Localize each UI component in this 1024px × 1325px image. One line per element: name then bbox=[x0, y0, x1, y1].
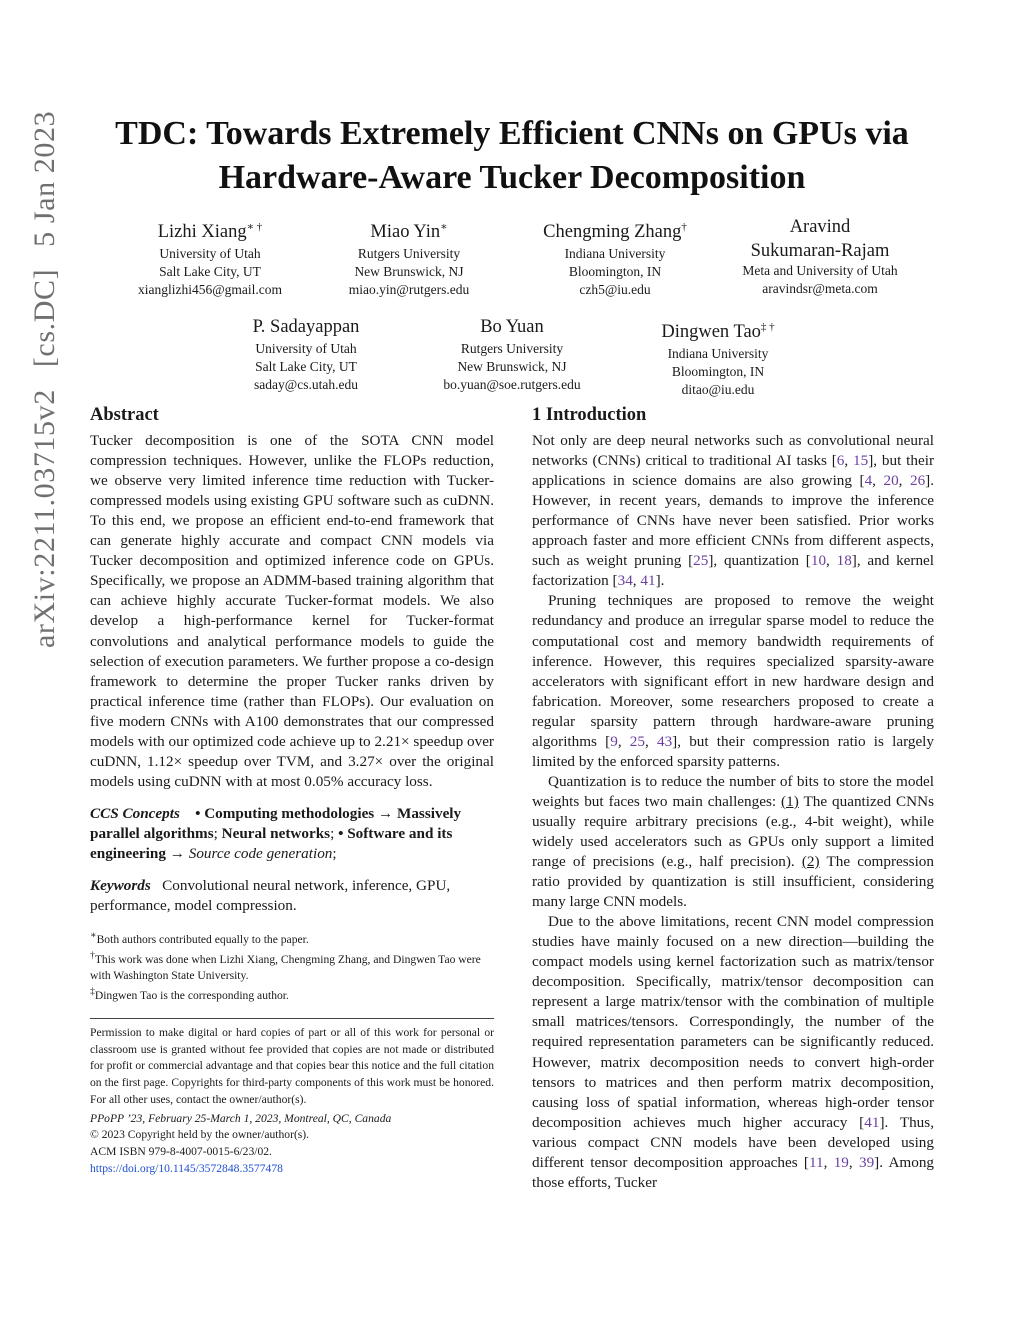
citation-link[interactable]: 18 bbox=[836, 552, 852, 570]
author-marks: ∗ † bbox=[246, 221, 263, 233]
citation-link[interactable]: 41 bbox=[864, 1113, 880, 1131]
intro-paragraph-4: Due to the above limitations, recent CNN model compression studies have mainly focused on a new direction—building the compact models using kernel factorization such as matrix/tensor decomposition. Specifically, matrix/tensor decomposition can represent a large matrix/tensor with the combination of multiple small matrices/tensors. Correspondingly, the number of the required representation parameters can be significantly reduced. However, matrix decomposition needs to convert high-order tensors to matrices and then perform matrix decomposition, causing loss of spatial information, whereas high-order tensor decomposition achieves much higher accuracy [41]. Thus, various compact CNN models have been developed using different tensor decomposition approaches [11, 19, 39]. Among those efforts, Tucker bbox=[532, 913, 935, 1191]
author-name: Miao Yin bbox=[370, 222, 441, 243]
ccs-concepts bbox=[90, 804, 494, 864]
author-name: Chengming Zhang bbox=[543, 222, 682, 243]
text: ]. However, in recent years, demands to improve the inference performance of CNNs have never been satisfied. Prior works approach faster and more efficient CNNs from different aspects, such as weight pruning [ bbox=[532, 472, 935, 570]
arxiv-id: arXiv:2211.03715v2 bbox=[28, 389, 61, 648]
intro-paragraph-3 bbox=[532, 772, 934, 912]
divider bbox=[90, 1018, 494, 1019]
footnotes bbox=[90, 928, 494, 1004]
enum-marker: (2) bbox=[801, 853, 820, 871]
copyright: © 2023 Copyright held by the owner/author(s). bbox=[90, 1128, 310, 1142]
author-affiliation: University of Utah bbox=[159, 246, 261, 262]
venue bbox=[90, 1111, 494, 1128]
author-marks: ‡ † bbox=[760, 321, 775, 333]
venue-text: PPoPP ’23, February 25-March 1, 2023, Montreal, QC, Canada bbox=[90, 1111, 392, 1125]
enum-marker: (1) bbox=[781, 792, 799, 810]
paper-title bbox=[40, 112, 984, 200]
footnote-text: Both authors contributed equally to the paper. bbox=[96, 932, 309, 946]
author-location: New Brunswick, NJ bbox=[457, 359, 567, 374]
author-marks: † bbox=[681, 221, 687, 233]
text: Not only are deep neural networks such as convolutional neural networks (CNNs) critical to traditional AI tasks [ bbox=[532, 432, 934, 470]
author-name: P. Sadayappan bbox=[252, 317, 360, 337]
author-location: Bloomington, IN bbox=[568, 264, 662, 280]
ccs-separator: ; bbox=[330, 824, 339, 842]
author-email: bo.yuan@soe.rutgers.edu bbox=[443, 377, 581, 392]
citation-link[interactable]: 20 bbox=[883, 472, 899, 490]
author-name: Lizhi Xiang bbox=[157, 222, 247, 243]
text: ]. Among those efforts, Tucker bbox=[532, 1153, 935, 1191]
citation-link[interactable]: 25 bbox=[693, 552, 709, 570]
isbn: ACM ISBN 979-8-4007-0015-6/23/02. bbox=[90, 1145, 272, 1159]
ccs-end: ; bbox=[332, 844, 337, 862]
ccs-item-1: • Computing methodologies → Massively parallel algorithms bbox=[90, 804, 462, 842]
ccs-label: CCS Concepts bbox=[90, 804, 180, 822]
text: ], but their compression ratio is largely limited by the enforced sparsity patterns. bbox=[532, 732, 934, 770]
author-email: ditao@iu.edu bbox=[681, 382, 755, 398]
citation-link[interactable]: 4 bbox=[864, 472, 873, 490]
author-location: Salt Lake City, UT bbox=[159, 264, 261, 280]
citation-link[interactable]: 43 bbox=[656, 732, 673, 750]
footnote: ‡Dingwen Tao is the corresponding author. bbox=[90, 985, 289, 1002]
introduction-heading: 1 Introduction bbox=[532, 405, 647, 425]
author-marks: ∗ bbox=[440, 221, 448, 233]
author-name-line-2: Sukumaran-Rajam bbox=[750, 241, 890, 261]
ccs-item-2: Neural networks bbox=[221, 824, 331, 842]
ccs-item-4: Source code generation bbox=[188, 844, 333, 862]
keywords bbox=[90, 876, 494, 916]
author-block bbox=[618, 314, 818, 399]
text: ], quantization [ bbox=[708, 552, 811, 570]
text: Pruning techniques are proposed to remove the weight redundancy and produce an irregular sparse model to reduce the computational cost and memory bandwidth requirements of inference. However, this requires specialized sparsity-aware accelerators with significant effort in new hardware design and fabrication. Moreover, some researchers proposed to create a regular sparsity pattern through hardware-aware pruning algorithms [ bbox=[532, 592, 934, 750]
permission-notice: Permission to make digital or hard copies of part or all of this work for personal or classroom use is granted without fee provided that copies are not made or distributed for profit or commercial advantage and that copies bear this notice and the full citation on the first page. Copyrights for third-party components of this work must be honored. For all other uses, contact the owner/author(s). bbox=[90, 1025, 494, 1106]
title-line-2: Hardware-Aware Tucker Decomposition bbox=[218, 159, 806, 196]
keywords-text: Convolutional neural network, inference, GPU, performance, model compression. bbox=[90, 877, 451, 915]
citation-link[interactable]: 25 bbox=[629, 732, 645, 750]
author-email: czh5@iu.edu bbox=[579, 282, 651, 298]
author-email: aravindsr@meta.com bbox=[762, 281, 878, 296]
citation-link[interactable]: 15 bbox=[853, 452, 869, 470]
citation-link[interactable]: 34 bbox=[617, 572, 633, 590]
author-affiliation: Rutgers University bbox=[357, 246, 461, 262]
text: ]. Thus, various compact CNN models have been developed using different tensor decomposition approaches [ bbox=[532, 1113, 934, 1171]
author-affiliation: University of Utah bbox=[255, 341, 357, 356]
author-block bbox=[206, 314, 406, 394]
citation-link[interactable]: 11 bbox=[809, 1153, 824, 1171]
text: ], but their applications in science domains are also growing [ bbox=[532, 452, 935, 490]
title-line-1: TDC: Towards Extremely Efficient CNNs on GPUs via bbox=[115, 115, 909, 152]
author-block bbox=[412, 314, 612, 394]
author-affiliation: Meta and University of Utah bbox=[742, 263, 898, 278]
citation-link[interactable]: 41 bbox=[640, 572, 656, 590]
arxiv-date: 5 Jan 2023 bbox=[28, 110, 61, 247]
author-block bbox=[720, 214, 920, 298]
right-column bbox=[532, 405, 934, 1193]
citation-link[interactable]: 26 bbox=[909, 472, 926, 490]
text: ], and kernel factorization [ bbox=[532, 552, 935, 590]
intro-paragraph-2: Pruning techniques are proposed to remove the weight redundancy and produce an irregular sparse model to reduce the computational cost and memory bandwidth requirements of inference. However, this requires specialized sparsity-aware accelerators with significant effort in new hardware design and fabrication. Moreover, some researchers proposed to create a regular sparsity pattern through hardware-aware pruning algorithms [9, 25, 43], but their compression ratio is largely limited by the enforced sparsity patterns. bbox=[532, 592, 934, 770]
author-email: miao.yin@rutgers.edu bbox=[348, 282, 470, 298]
author-affiliation: Indiana University bbox=[564, 246, 666, 262]
author-location: Bloomington, IN bbox=[671, 364, 765, 380]
author-location: Salt Lake City, UT bbox=[255, 359, 357, 374]
author-name-line-1: Aravind bbox=[789, 217, 851, 237]
author-location: New Brunswick, NJ bbox=[354, 264, 464, 280]
author-block bbox=[515, 214, 715, 299]
ccs-arrow: → bbox=[165, 844, 189, 862]
author-name: Dingwen Tao bbox=[661, 322, 761, 343]
footnote: ∗Both authors contributed equally to the paper. bbox=[90, 930, 309, 946]
text: The quantized CNNs usually require arbitrary precisions (e.g., 4-bit weight), while widely used accelerators such as GPUs only support a limited range of precisions (e.g., half precision). bbox=[532, 792, 934, 871]
text: The compression ratio provided by quantization is still insufficient, considering many large CNN models. bbox=[532, 853, 934, 911]
citation-link[interactable]: 9 bbox=[610, 732, 618, 750]
author-block bbox=[314, 214, 504, 299]
citation-link[interactable]: 10 bbox=[810, 552, 827, 570]
text: Due to the above limitations, recent CNN model compression studies have mainly focused on a new direction—building the compact models using kernel factorization such as matrix/tensor decomposition. Specifically, matrix/tensor decomposition can represent a large matrix/tensor with the combination of multiple small matrices/tensors. Correspondingly, the number of the required representation parameters can be significantly reduced. However, matrix decomposition needs to convert high-order tensors to matrices and then perform matrix decomposition, causing loss of spatial information, whereas high-order tensor decomposition achieves much higher accuracy [ bbox=[532, 913, 934, 1131]
author-email: saday@cs.utah.edu bbox=[254, 377, 358, 392]
citation-link[interactable]: 19 bbox=[833, 1153, 849, 1171]
text: ]. bbox=[655, 572, 665, 590]
ccs-separator: ; bbox=[213, 824, 222, 842]
abstract-text: Tucker decomposition is one of the SOTA CNN model compression techniques. However, unlike the FLOPs reduction, we observe very limited inference time reduction with Tucker-compressed models using existing GPU software such as cuDNN. To this end, we propose an efficient end-to-end framework that can generate highly accurate and compact CNN models via Tucker decomposition and optimized inference code on GPUs. Specifically, we propose an ADMM-based training algorithm that can achieve highly accurate Tucker-format models. We also develop a high-performance kernel for Tucker-format convolutions and analytical performance models to guide the selection of execution parameters. We further propose a co-design framework to determine the proper Tucker ranks driven by practical inference time (rather than FLOPs). Our evaluation on five modern CNNs with A100 demonstrates that our compressed models with our optimized code achieve up to 2.21× speedup over cuDNN, 1.12× speedup over TVM, and 3.27× over the original models using cuDNN with at most 0.05% accuracy loss. bbox=[90, 432, 494, 790]
footnote: †This work was done when Lizhi Xiang, Chengming Zhang, and Dingwen Tao were with Washington State University. bbox=[90, 949, 481, 982]
author-email: xianglizhi456@gmail.com bbox=[137, 282, 283, 298]
citation-link[interactable]: 6 bbox=[836, 452, 845, 470]
author-block bbox=[110, 214, 310, 299]
intro-paragraph-1: Not only are deep neural networks such as convolutional neural networks (CNNs) critical to traditional AI tasks [6, 15], but their applications in science domains are also growing [4, 20, 26]. However, in recent years, demands to improve the inference performance of CNNs have never been satisfied. Prior works approach faster and more efficient CNNs from different aspects, such as weight pruning [25], quantization [10, 18], and kernel factorization [34, 41]. bbox=[532, 432, 935, 590]
text: Quantization is to reduce the number of bits to store the model weights but faces two main challenges: bbox=[532, 772, 934, 810]
left-column bbox=[90, 405, 494, 1178]
author-name: Bo Yuan bbox=[480, 317, 544, 337]
author-affiliation: Indiana University bbox=[667, 346, 769, 362]
author-affiliation: Rutgers University bbox=[460, 341, 564, 356]
footnote-text: Dingwen Tao is the corresponding author. bbox=[94, 988, 289, 1002]
keywords-label: Keywords bbox=[90, 877, 151, 895]
arxiv-category: [cs.DC] bbox=[28, 268, 61, 368]
citation-link[interactable]: 39 bbox=[858, 1153, 875, 1171]
ccs-item-3: • Software and its engineering bbox=[90, 824, 453, 862]
doi-link[interactable]: https://doi.org/10.1145/3572848.3577478 bbox=[90, 1162, 283, 1176]
abstract-heading: Abstract bbox=[90, 405, 159, 425]
footnote-text: This work was done when Lizhi Xiang, Chengming Zhang, and Dingwen Tao were with Washington State University. bbox=[90, 952, 481, 982]
